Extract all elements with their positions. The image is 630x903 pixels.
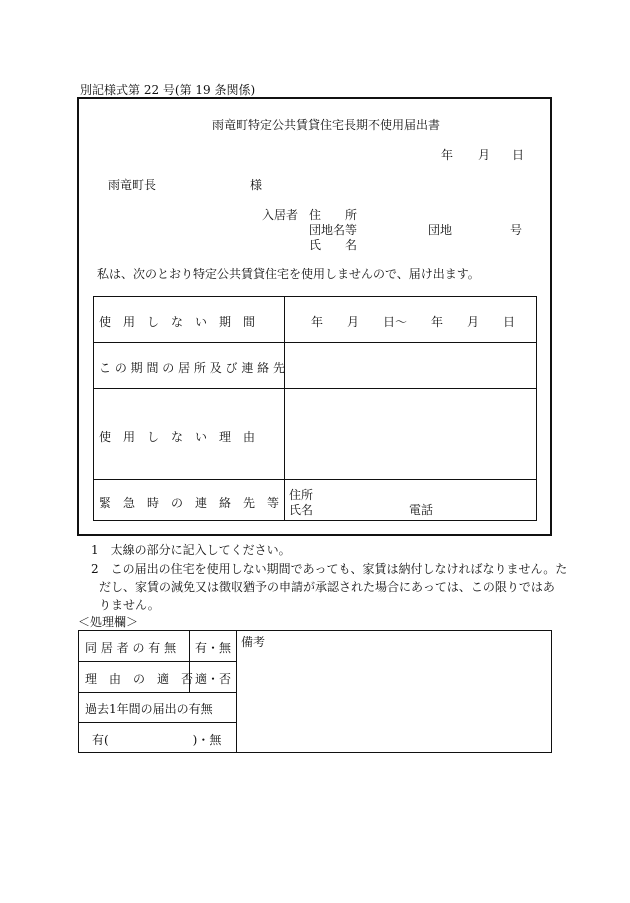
resident-address-label: 住 所 xyxy=(309,208,358,222)
processing-divider xyxy=(236,630,237,753)
resident-label: 入居者 xyxy=(262,208,299,222)
cohabitant-value[interactable]: 有・無 xyxy=(195,641,232,655)
row-whereabouts-label: こ の 期 間 の 居 所 及 び 連 絡 先 xyxy=(99,361,285,375)
details-row-separator xyxy=(93,479,537,480)
history-label: 過去1年間の届出の有無 xyxy=(85,702,213,716)
resident-complex-label: 団地名等 xyxy=(309,223,358,237)
details-table-divider xyxy=(284,296,285,521)
addressee-name: 雨竜町長 xyxy=(108,178,157,192)
form-title: 雨竜町特定公共賃貸住宅長期不使用届出書 xyxy=(212,118,441,132)
date-day: 日 xyxy=(512,148,525,162)
processing-row-separator xyxy=(78,692,236,693)
details-row-separator xyxy=(93,388,537,389)
details-row-separator xyxy=(93,342,537,343)
row-period-value[interactable]: 年 月 日〜 年 月 日 xyxy=(311,315,516,329)
row-emergency-name[interactable]: 氏名 xyxy=(289,503,314,517)
remarks-label: 備考 xyxy=(241,635,266,649)
row-emergency-label: 緊 急 時 の 連 絡 先 等 xyxy=(99,496,280,510)
note-1: 1 太線の部分に記入してください。 xyxy=(91,543,291,557)
row-reason-label: 使 用 し な い 理 由 xyxy=(99,430,256,444)
resident-name-label: 氏 名 xyxy=(309,238,358,252)
date-year: 年 xyxy=(441,148,454,162)
history-value[interactable]: 有( )・無 xyxy=(92,733,222,747)
processing-title: ＜処理欄＞ xyxy=(78,615,139,629)
resident-number-suffix: 号 xyxy=(510,223,523,237)
date-month: 月 xyxy=(478,148,491,162)
processing-row-separator xyxy=(78,722,236,723)
note-2-end: りません。 xyxy=(99,598,160,612)
note-2-continued: だし、家賃の減免又は徴収猶予の申請が承認された場合にあっては、この限りではあ xyxy=(99,580,555,594)
statement: 私は、次のとおり特定公共賃貸住宅を使用しませんので、届け出ます。 xyxy=(97,267,480,281)
processing-row-separator xyxy=(78,661,236,662)
note-2: 2 この届出の住宅を使用しない期間であっても、家賃は納付しなければなりません。た xyxy=(91,562,568,576)
cohabitant-label: 同 居 者 の 有 無 xyxy=(85,641,177,655)
reason-validity-label: 理 由 の 適 否 xyxy=(85,672,194,686)
form-reference: 別記様式第 22 号(第 19 条関係) xyxy=(80,83,256,97)
addressee-honorific: 様 xyxy=(250,178,263,192)
reason-validity-value[interactable]: 適・否 xyxy=(195,672,232,686)
resident-complex-suffix: 団地 xyxy=(428,223,453,237)
row-emergency-address[interactable]: 住所 xyxy=(289,488,314,502)
row-emergency-phone[interactable]: 電話 xyxy=(409,503,434,517)
row-period-label: 使 用 し な い 期 間 xyxy=(99,315,256,329)
